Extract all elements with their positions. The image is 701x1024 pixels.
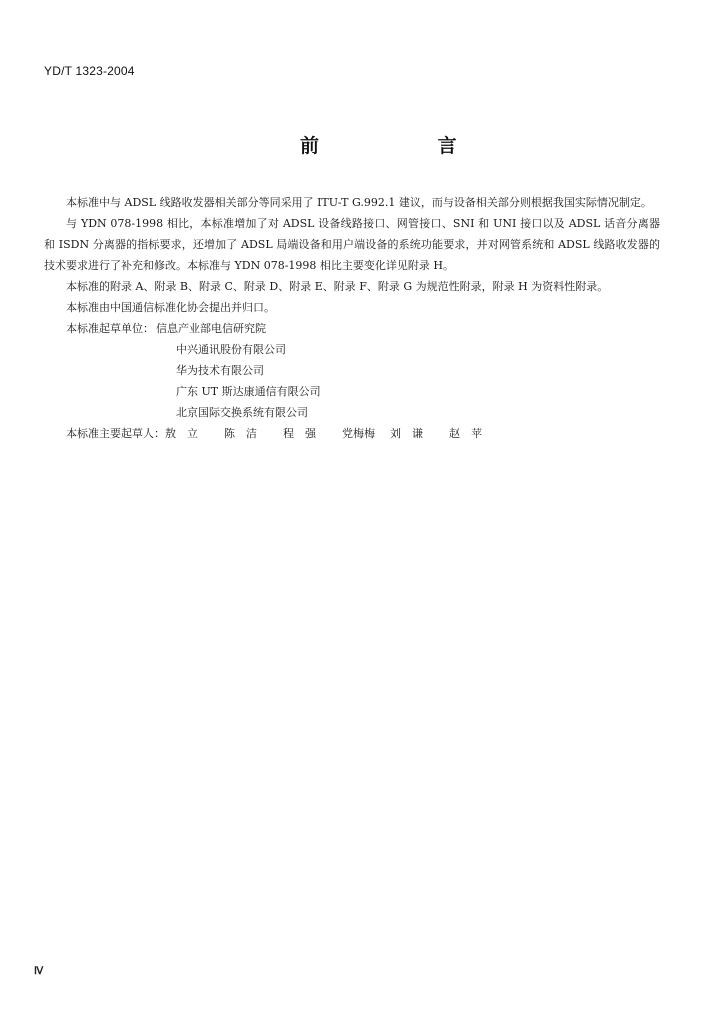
drafting-units-label: 本标准起草单位：	[66, 322, 154, 335]
drafting-unit: 信息产业部电信研究院	[156, 322, 266, 335]
drafting-units	[44, 318, 660, 339]
paragraph-annexes: 本标准的附录 A、附录 B、附录 C、附录 D、附录 E、附录 F、附录 G 为规范性附录，附录 H 为资料性附录。	[66, 280, 609, 293]
drafting-units-continued	[44, 339, 660, 423]
document-id: YD/T 1323-2004	[44, 64, 135, 78]
paragraph-changes: 与 YDN 078-1998 相比，本标准增加了对 ADSL 设备线路接口、网管接口、SNI 和 UNI 接口以及 ADSL 话音分离器和 ISDN 分离器的指标要求，还增加了 ADSL 局端设备和用户端设备的系统功能要求，并对网管系统和 ADSL 线路收发器的技术要求进行了补充和修改。本标准与 YDN 078-1998 相比主要变化详见附录 H。	[44, 217, 660, 272]
drafting-unit: 华为技术有限公司	[176, 364, 264, 377]
paragraph-proposer: 本标准由中国通信标准化协会提出并归口。	[66, 301, 275, 314]
drafter-name: 陈洁	[224, 427, 268, 440]
drafting-unit: 中兴通讯股份有限公司	[176, 343, 286, 356]
page-number: Ⅳ	[34, 966, 44, 977]
drafting-unit: 北京国际交换系统有限公司	[176, 406, 308, 419]
drafter-name: 刘谦	[390, 427, 434, 440]
page-title: 前 言	[300, 135, 513, 157]
drafting-unit: 广东 UT 斯达康通信有限公司	[176, 385, 321, 398]
paragraph-adoption: 本标准中与 ADSL 线路收发器相关部分等同采用了 ITU-T G.992.1 建议，而与设备相关部分则根据我国实际情况制定。	[66, 196, 652, 209]
drafter-name: 敖立	[165, 427, 209, 440]
drafter-name: 程强	[283, 427, 327, 440]
drafter-name: 党梅梅	[342, 427, 375, 440]
main-drafters	[44, 423, 660, 444]
drafter-name: 赵苹	[449, 427, 493, 440]
drafting-units-list	[156, 318, 266, 339]
drafters-label: 本标准主要起草人：	[66, 427, 165, 440]
foreword-body	[44, 192, 660, 444]
